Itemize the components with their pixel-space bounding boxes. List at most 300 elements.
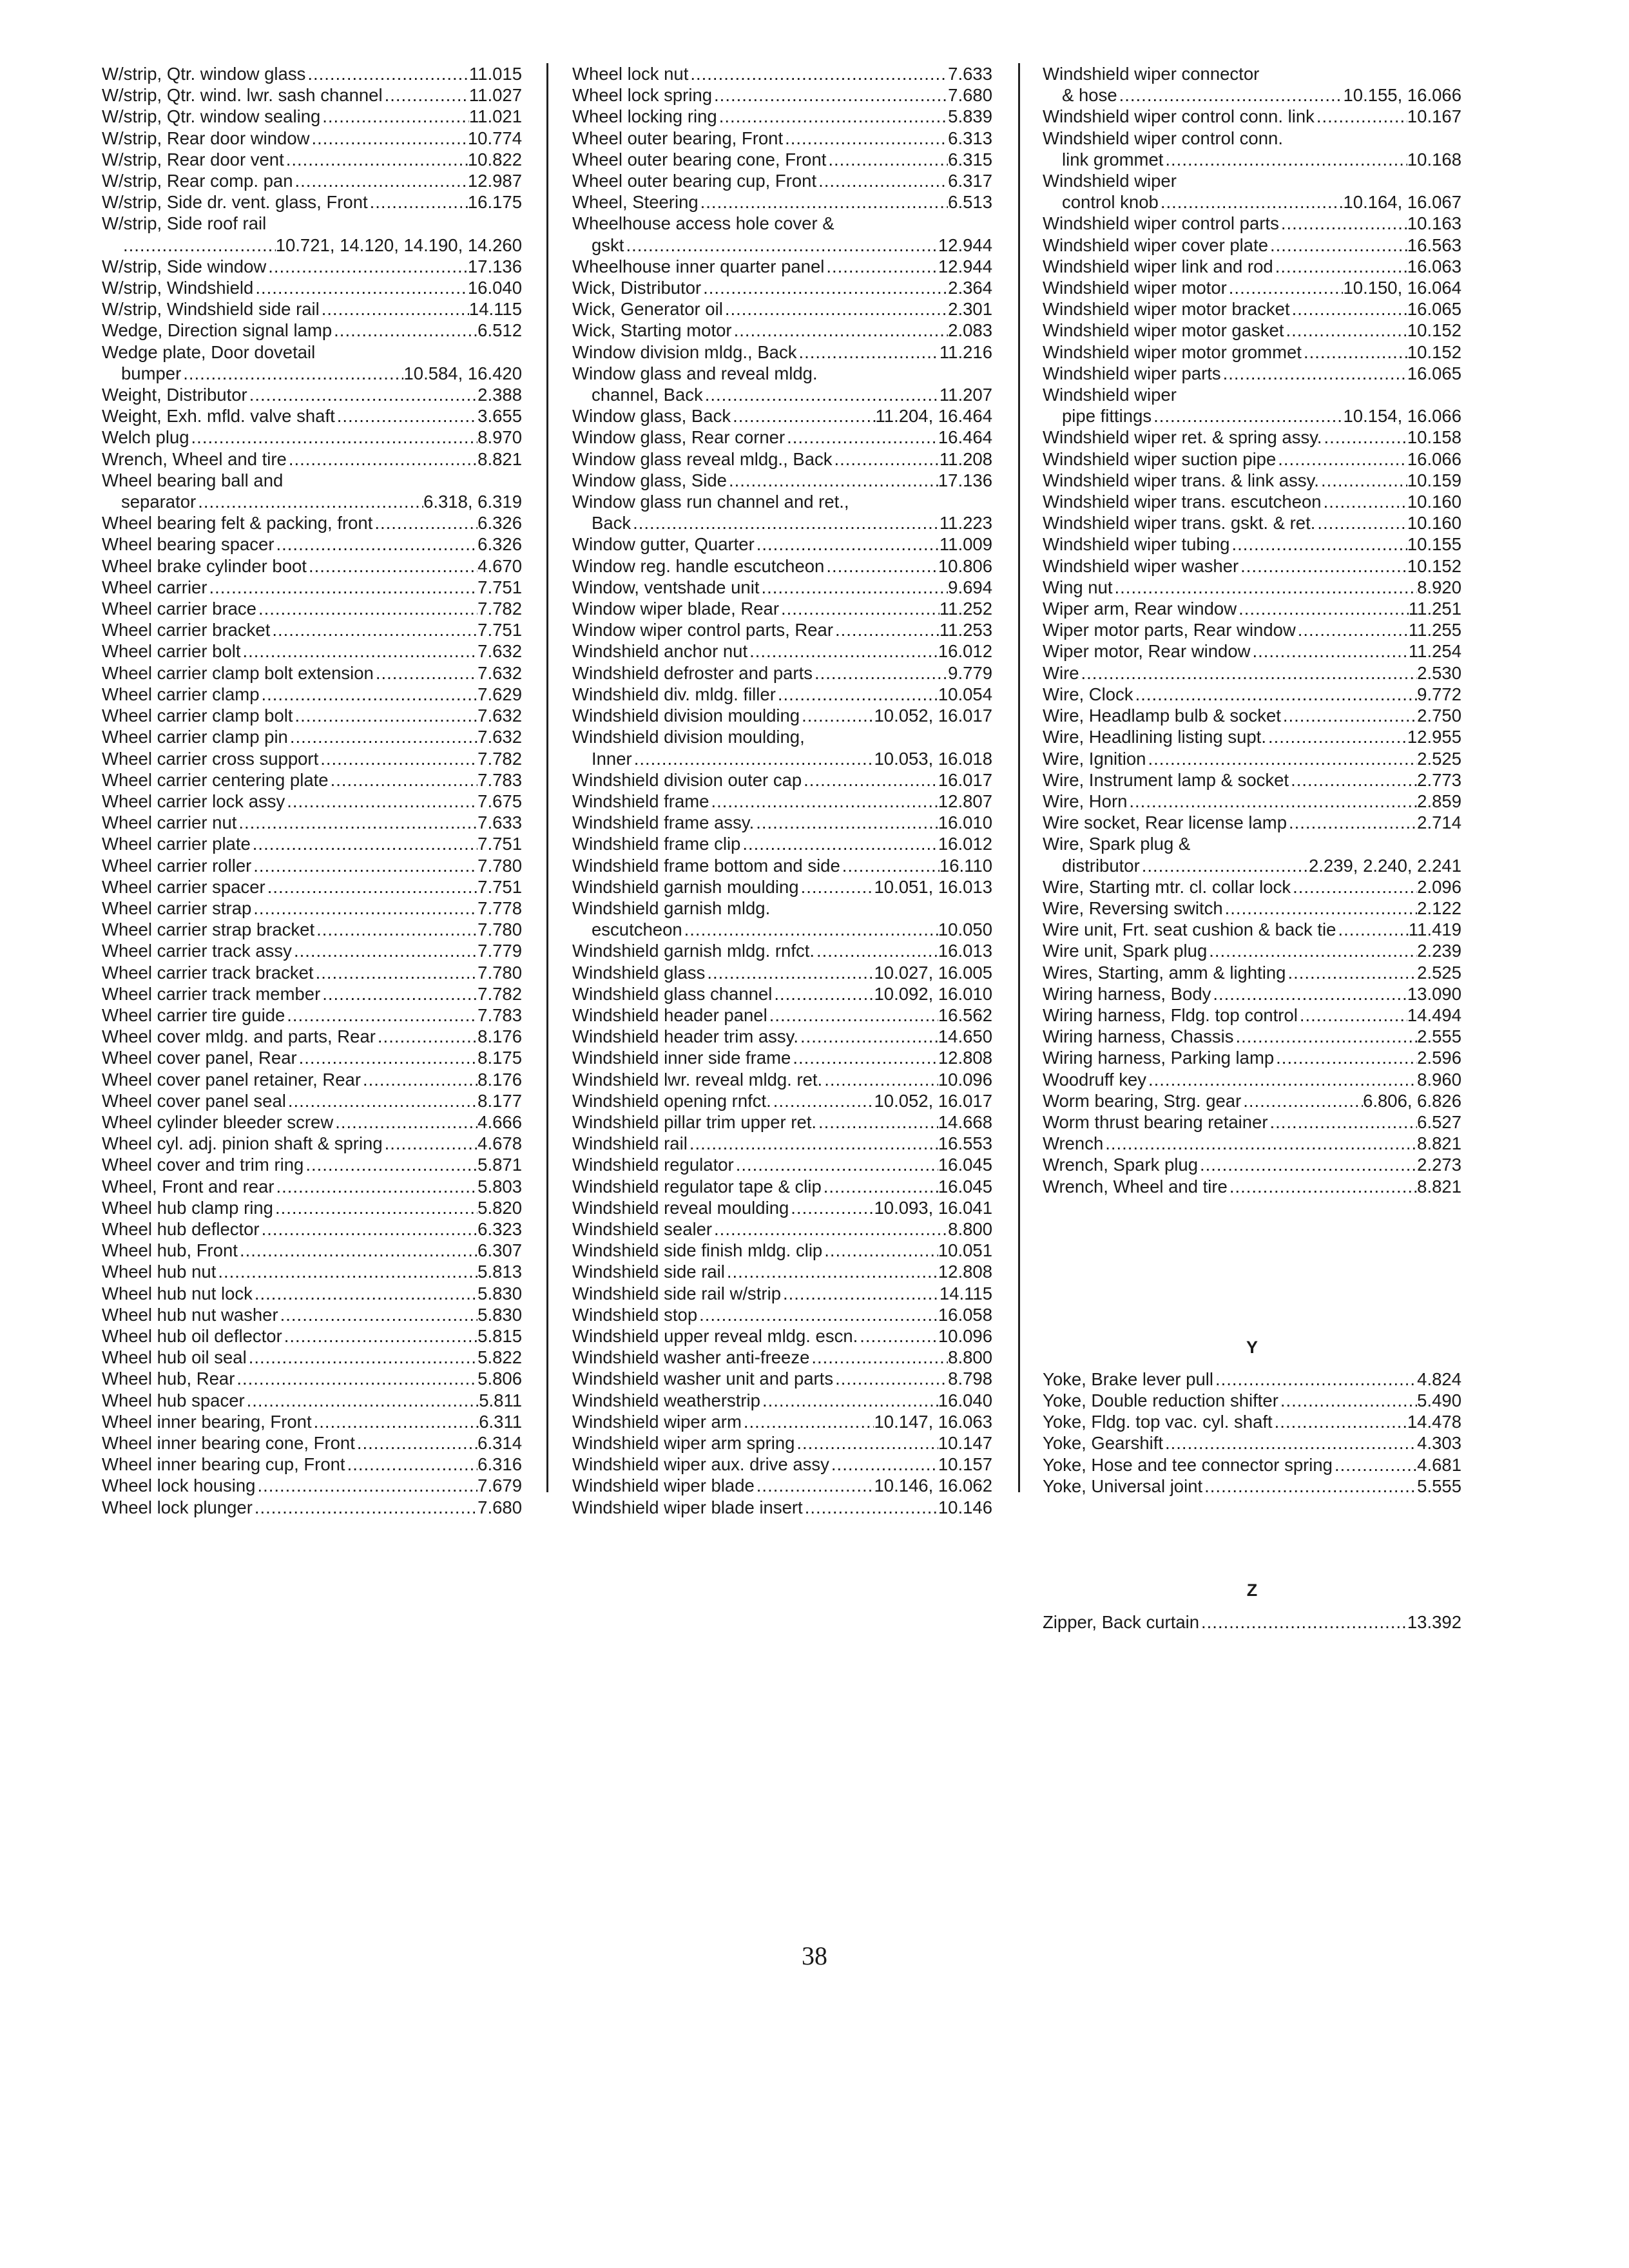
leader-dots	[754, 812, 938, 833]
entry-ref: 8.175	[477, 1048, 522, 1068]
leader-dots	[789, 1197, 874, 1218]
entry-name: Wheel carrier cross support	[102, 748, 319, 769]
leader-dots	[829, 1454, 938, 1475]
entry-name: Wire, Starting mtr. cl. collar lock	[1043, 876, 1291, 897]
entry-ref: 11.009	[939, 534, 992, 555]
leader-dots	[287, 448, 477, 470]
entry-ref: 7.780	[477, 855, 522, 876]
leader-dots	[734, 1154, 938, 1175]
entry-ref: 16.065	[1407, 363, 1461, 383]
entry-name: Wheel, Steering	[572, 192, 699, 213]
index-entry	[102, 1026, 522, 1047]
entry-ref: 6.318, 6.319	[423, 492, 522, 512]
leader-dots	[1276, 448, 1407, 470]
entry-ref: 11.207	[939, 385, 992, 405]
entry-ref: 16.058	[938, 1304, 992, 1325]
index-entry: Windshield wiper connector	[1043, 64, 1260, 84]
leader-dots	[1113, 577, 1418, 598]
entry-ref: 12.987	[467, 171, 522, 191]
leader-dots	[288, 726, 477, 747]
index-entry	[102, 598, 522, 619]
entry-name: Windshield wiper arm	[572, 1411, 742, 1432]
entry-ref: 2.525	[1417, 748, 1461, 769]
entry-ref: 16.464	[938, 427, 992, 448]
leader-dots	[1211, 983, 1407, 1004]
entry-name: Windshield frame	[572, 791, 709, 811]
entry-name: Wheel hub, Rear	[102, 1369, 235, 1389]
index-entry	[1043, 1432, 1461, 1454]
leader-dots	[260, 1218, 478, 1240]
entry-ref: 2.773	[1417, 769, 1461, 790]
entry-name: Weight, Distributor	[102, 385, 247, 405]
index-entry: Windshield wiper	[1043, 171, 1177, 191]
entry-ref: 16.175	[467, 192, 522, 213]
entry-name: Windshield side rail	[572, 1262, 725, 1282]
leader-dots	[372, 512, 477, 533]
entry-ref: 2.750	[1417, 706, 1461, 726]
entry-name: Windshield wiper control parts	[1043, 213, 1279, 234]
leader-dots	[251, 833, 477, 854]
leader-dots	[1233, 1026, 1417, 1047]
entry-name: Wheel cover panel retainer, Rear	[102, 1069, 361, 1090]
entry-ref: 10.050	[938, 919, 992, 940]
entry-ref: 10.051, 16.013	[874, 876, 992, 897]
index-entry	[1043, 748, 1461, 769]
entry-name: Windshield division moulding	[572, 706, 800, 726]
leader-dots	[816, 1111, 938, 1133]
entry-name: Windshield washer unit and parts	[572, 1369, 834, 1389]
leader-dots	[813, 662, 948, 684]
entry-ref: 10.774	[467, 128, 522, 148]
entry-name: Yoke, Fldg. top vac. cyl. shaft	[1043, 1412, 1273, 1432]
entry-ref: 8.970	[477, 427, 522, 448]
entry-ref: 6.513	[948, 192, 992, 213]
entry-name: Windshield garnish mldg. rnfct.	[572, 941, 815, 961]
leader-dots	[332, 320, 477, 341]
entry-name: Wheel, Front and rear	[102, 1176, 275, 1196]
entry-ref: 6.311	[479, 1411, 522, 1432]
leader-dots	[236, 812, 477, 833]
entry-ref: 6.806, 6.826	[1363, 1090, 1461, 1111]
leader-dots	[1286, 962, 1417, 983]
entry-name: Wick, Starting motor	[572, 320, 732, 341]
leader-dots	[1322, 427, 1407, 448]
leader-dots	[368, 191, 468, 213]
index-entry	[1043, 491, 1461, 512]
index-entry	[572, 1432, 992, 1454]
index-entry	[102, 812, 522, 833]
entry-ref: 10.160	[1407, 492, 1461, 512]
index-entry	[102, 705, 522, 726]
entry-ref: 4.678	[477, 1133, 522, 1154]
section-heading-z: Z	[1246, 1580, 1258, 1600]
leader-dots	[800, 705, 874, 726]
page-number: 38	[802, 1941, 827, 1970]
index-entry	[1043, 320, 1461, 341]
index-entry	[1043, 298, 1461, 320]
leader-dots	[247, 1347, 477, 1368]
entry-ref: 7.632	[477, 727, 522, 747]
entry-name: Wheel carrier clamp pin	[102, 727, 288, 747]
entry-name: Wheel carrier clamp bolt extension	[102, 662, 374, 683]
entry-ref: 7.780	[477, 962, 522, 983]
leader-dots	[858, 1325, 938, 1347]
entry-ref: 11.419	[1408, 919, 1461, 940]
leader-dots	[329, 769, 478, 791]
leader-dots	[216, 1261, 477, 1282]
index-entry	[1043, 812, 1461, 833]
entry-ref: 10.822	[467, 149, 522, 169]
index-entry	[572, 855, 992, 876]
index-entry	[1043, 940, 1461, 961]
leader-dots	[1268, 1111, 1418, 1133]
leader-dots	[759, 577, 948, 598]
leader-dots	[712, 84, 948, 106]
index-entry	[572, 1454, 992, 1475]
index-entry	[572, 1047, 992, 1068]
index-entry	[1043, 1454, 1461, 1475]
index-entry	[1043, 149, 1461, 170]
entry-name: Windshield wiper motor gasket	[1043, 320, 1284, 341]
entry-name: Wheel bearing spacer	[102, 534, 275, 555]
leader-dots	[297, 1047, 478, 1068]
entry-ref: 4.681	[1417, 1454, 1461, 1475]
leader-dots	[822, 1240, 938, 1261]
entry-name: Windshield wiper tubing	[1043, 534, 1230, 555]
entry-name: Windshield wiper motor bracket	[1043, 299, 1290, 320]
entry-ref: 14.115	[939, 1283, 992, 1303]
y-entries	[1043, 1369, 1461, 1497]
entry-ref: 8.821	[1417, 1133, 1461, 1154]
entry-ref: 10.155	[1407, 534, 1461, 555]
leader-dots	[799, 876, 874, 898]
index-entry	[1043, 1390, 1461, 1411]
entry-ref: 14.115	[468, 299, 522, 320]
leader-dots	[1223, 898, 1418, 919]
entry-ref: 16.065	[1407, 299, 1461, 320]
entry-name: Wire socket, Rear license lamp	[1043, 812, 1287, 833]
entry-ref: 7.633	[477, 812, 522, 833]
index-entry	[572, 1197, 992, 1218]
entry-name: Windshield sealer	[572, 1218, 713, 1239]
entry-name: Wheel hub oil deflector	[102, 1325, 282, 1346]
entry-name: Windshield wiper washer	[1043, 555, 1239, 576]
leader-dots	[727, 470, 938, 491]
entry-ref: 10.146	[938, 1497, 992, 1517]
leader-dots	[822, 1069, 938, 1090]
entry-name: Window glass, Rear corner	[572, 427, 786, 448]
entry-ref: 10.721, 14.120, 14.190, 14.260	[275, 235, 522, 255]
index-entry	[1043, 898, 1461, 919]
leader-dots	[791, 1047, 938, 1068]
leader-dots	[304, 1154, 477, 1175]
index-entry	[1043, 1090, 1461, 1111]
entry-ref: 7.679	[477, 1475, 522, 1496]
entry-ref: 2.239, 2.240, 2.241	[1308, 855, 1461, 876]
index-entry	[572, 833, 992, 854]
entry-ref: 10.051	[938, 1240, 992, 1261]
index-entry	[572, 919, 992, 940]
leader-dots	[1202, 1475, 1417, 1497]
index-entry	[572, 1283, 992, 1304]
index-entry	[102, 1047, 522, 1068]
entry-ref: 5.815	[477, 1325, 522, 1346]
index-entry	[1043, 1611, 1461, 1633]
index-entry	[1043, 470, 1461, 491]
index-entry	[102, 1475, 522, 1496]
leader-dots	[376, 1026, 477, 1047]
leader-dots	[235, 1368, 477, 1389]
leader-dots	[1133, 684, 1418, 705]
entry-name: Windshield wiper motor	[1043, 278, 1227, 298]
entry-ref: 5.822	[477, 1347, 522, 1368]
entry-name: Wheel carrier track assy	[102, 941, 292, 961]
entry-name: Wheel lock spring	[572, 85, 713, 106]
entry-ref: 11.216	[939, 341, 992, 362]
leader-dots	[1227, 277, 1344, 298]
leader-dots	[1296, 619, 1409, 640]
leader-dots	[755, 1475, 874, 1496]
entry-ref: 5.830	[477, 1283, 522, 1303]
entry-ref: 17.136	[467, 256, 522, 276]
entry-name: Windshield wiper motor grommet	[1043, 341, 1302, 362]
entry-name: Wheel cylinder bleeder screw	[102, 1111, 334, 1132]
index-entry	[102, 128, 522, 149]
entry-ref: 2.530	[1417, 662, 1461, 683]
entry-name: Windshield frame bottom and side	[572, 855, 840, 876]
entry-ref: 4.670	[477, 555, 522, 576]
entry-name: Yoke, Brake lever pull	[1043, 1369, 1213, 1389]
entry-ref: 6.307	[477, 1240, 522, 1261]
index-entry	[572, 1133, 992, 1154]
entry-name: Windshield div. mldg. filler	[572, 684, 776, 704]
entry-ref: 7.782	[477, 748, 522, 769]
entry-ref: 5.830	[477, 1304, 522, 1325]
leader-dots	[809, 1347, 948, 1368]
entry-name: Wiring harness, Chassis	[1043, 1026, 1234, 1047]
entry-name: Window glass, Side	[572, 470, 727, 490]
leader-dots	[361, 1069, 477, 1090]
index-entry	[102, 533, 522, 555]
index-entry	[1043, 1475, 1461, 1497]
entry-name: Window glass, Back	[572, 406, 731, 427]
entry-name: Windshield header trim assy.	[572, 1026, 799, 1047]
leader-dots	[688, 63, 948, 84]
index-entry	[572, 384, 992, 405]
index-entry	[102, 855, 522, 876]
entry-ref: 8.177	[477, 1090, 522, 1111]
entry-name: Windshield opening rnfct.	[572, 1090, 771, 1111]
index-entry: Wheelhouse access hole cover &	[572, 213, 834, 234]
entry-ref: 6.323	[477, 1218, 522, 1239]
leader-dots	[631, 512, 940, 533]
index-entry	[572, 705, 992, 726]
entry-ref: 8.176	[477, 1069, 522, 1090]
leader-dots	[760, 1390, 938, 1411]
entry-ref: 2.096	[1417, 876, 1461, 897]
index-entry	[1043, 363, 1461, 384]
entry-name: Wheel carrier lock assy	[102, 791, 285, 811]
index-entry	[1043, 1047, 1461, 1068]
leader-dots	[795, 1432, 938, 1454]
column-divider-right	[1018, 63, 1020, 1492]
index-entry: Windshield garnish mldg.	[572, 898, 771, 918]
index-entry	[102, 1261, 522, 1282]
entry-name: W/strip, Qtr. wind. lwr. sash channel	[102, 85, 383, 106]
entry-name: Windshield lwr. reveal mldg. ret.	[572, 1069, 823, 1090]
leader-dots	[1228, 1176, 1417, 1197]
entry-name: Worm thrust bearing retainer	[1043, 1111, 1268, 1132]
index-entry	[1043, 405, 1461, 427]
entry-name: W/strip, Windshield	[102, 278, 254, 298]
entry-ref: 7.783	[477, 769, 522, 790]
index-entry	[572, 640, 992, 662]
index-entry	[1043, 1111, 1461, 1133]
leader-dots	[682, 919, 938, 940]
entry-name: Windshield header panel	[572, 1004, 767, 1025]
leader-dots	[305, 63, 469, 84]
leader-dots	[742, 1411, 874, 1432]
index-entry	[572, 812, 992, 833]
index-entry	[102, 919, 522, 940]
entry-name: Windshield wiper link and rod	[1043, 256, 1273, 276]
leader-dots	[771, 1090, 874, 1111]
index-entry	[1043, 1026, 1461, 1047]
entry-ref: 2.239	[1417, 941, 1461, 961]
entry-ref: 5.803	[477, 1176, 522, 1196]
entry-ref: 2.122	[1417, 898, 1461, 918]
leader-dots	[1146, 748, 1417, 769]
entry-name: Inner	[592, 748, 632, 769]
entry-ref: 10.163	[1407, 213, 1461, 234]
entry-name: Windshield wiper cover plate	[1043, 235, 1269, 255]
index-entry	[1043, 84, 1461, 106]
leader-dots	[1140, 855, 1309, 876]
index-entry	[572, 1475, 992, 1496]
entry-ref: 12.808	[938, 1262, 992, 1282]
entry-name: Windshield garnish moulding	[572, 876, 799, 897]
entry-ref: 11.251	[1408, 599, 1461, 619]
index-entry	[1043, 919, 1461, 940]
index-entry	[102, 748, 522, 769]
leader-dots	[1322, 491, 1407, 512]
leader-dots	[293, 170, 467, 191]
entry-name: Worm bearing, Strg. gear	[1043, 1090, 1242, 1111]
entry-ref: 11.223	[939, 513, 992, 533]
entry-ref: 16.066	[1407, 448, 1461, 469]
index-entry	[1043, 705, 1461, 726]
entry-ref: 2.525	[1417, 962, 1461, 983]
entry-name: Wheel lock housing	[102, 1475, 256, 1496]
index-entry	[102, 577, 522, 598]
leader-dots	[747, 640, 938, 662]
index-entry	[102, 1004, 522, 1026]
entry-ref: 10.150, 16.064	[1343, 278, 1461, 298]
entry-ref: 11.252	[939, 599, 992, 619]
index-entry	[1043, 640, 1461, 662]
index-entry	[572, 320, 992, 341]
entry-name: W/strip, Qtr. window glass	[102, 64, 306, 84]
entry-ref: 8.800	[948, 1347, 992, 1368]
index-entry	[102, 983, 522, 1004]
entry-name: Windshield anchor nut	[572, 641, 748, 662]
entry-name: Wheel hub nut lock	[102, 1283, 253, 1303]
entry-ref: 7.778	[477, 898, 522, 918]
entry-ref: 8.920	[1417, 577, 1461, 597]
entry-ref: 8.176	[477, 1026, 522, 1047]
entry-name: Windshield weatherstrip	[572, 1390, 760, 1410]
entry-ref: 11.254	[1408, 641, 1461, 662]
index-entry	[102, 1218, 522, 1240]
entry-ref: 5.490	[1417, 1390, 1461, 1410]
entry-name: Wick, Generator oil	[572, 299, 723, 320]
entry-name: Wheel carrier track member	[102, 983, 321, 1004]
index-entry	[102, 149, 522, 170]
index-entry	[1043, 1133, 1461, 1154]
entry-ref: 6.313	[948, 128, 992, 148]
entry-ref: 16.040	[938, 1390, 992, 1410]
leader-dots	[824, 256, 938, 277]
entry-ref: 7.782	[477, 983, 522, 1004]
leader-dots	[709, 791, 938, 812]
leader-dots	[632, 748, 874, 769]
index-entry	[572, 149, 992, 170]
leader-dots	[767, 1004, 938, 1026]
index-column-1	[102, 63, 522, 1518]
entry-ref: 10.053, 16.018	[874, 748, 992, 769]
entry-ref: 2.714	[1417, 812, 1461, 833]
entry-ref: 5.871	[477, 1155, 522, 1175]
entry-ref: 7.751	[477, 577, 522, 597]
leader-dots	[779, 598, 940, 619]
entry-name: Windshield side finish mldg. clip	[572, 1240, 823, 1261]
entry-name: Yoke, Gearshift	[1043, 1433, 1164, 1454]
entry-ref: 16.563	[1407, 235, 1461, 255]
index-entry	[102, 363, 522, 384]
leader-dots	[238, 1240, 477, 1261]
entry-name: Wheel inner bearing, Front	[102, 1411, 312, 1432]
index-entry	[102, 427, 522, 448]
leader-dots	[1274, 1047, 1417, 1068]
leader-dots	[1146, 1069, 1417, 1090]
entry-name: Weight, Exh. mfld. valve shaft	[102, 406, 335, 427]
leader-dots	[1213, 1369, 1417, 1390]
leader-dots	[335, 405, 477, 427]
index-entry	[102, 1390, 522, 1411]
index-entry: Wire, Spark plug &	[1043, 834, 1191, 854]
entry-ref: 10.147, 16.063	[874, 1411, 992, 1432]
entry-ref: 11.208	[939, 448, 992, 469]
entry-ref: 9.779	[948, 662, 992, 683]
leader-dots	[712, 1218, 948, 1240]
index-entry	[572, 1026, 992, 1047]
leader-dots	[798, 1026, 938, 1047]
entry-name: Wheel carrier	[102, 577, 207, 597]
entry-ref: 10.152	[1407, 341, 1461, 362]
entry-name: Wheel carrier track bracket	[102, 962, 314, 983]
index-entry	[1043, 191, 1461, 213]
entry-name: Windshield wiper arm spring	[572, 1433, 795, 1453]
index-entry	[102, 876, 522, 898]
entry-name: Wheel inner bearing cup, Front	[102, 1454, 345, 1475]
entry-ref: 7.783	[477, 1004, 522, 1025]
index-entry	[102, 898, 522, 919]
entry-ref: 7.779	[477, 941, 522, 961]
index-entry	[572, 448, 992, 470]
entry-name: Wiring harness, Parking lamp	[1043, 1048, 1275, 1068]
index-entry	[572, 1218, 992, 1240]
index-entry	[102, 940, 522, 961]
